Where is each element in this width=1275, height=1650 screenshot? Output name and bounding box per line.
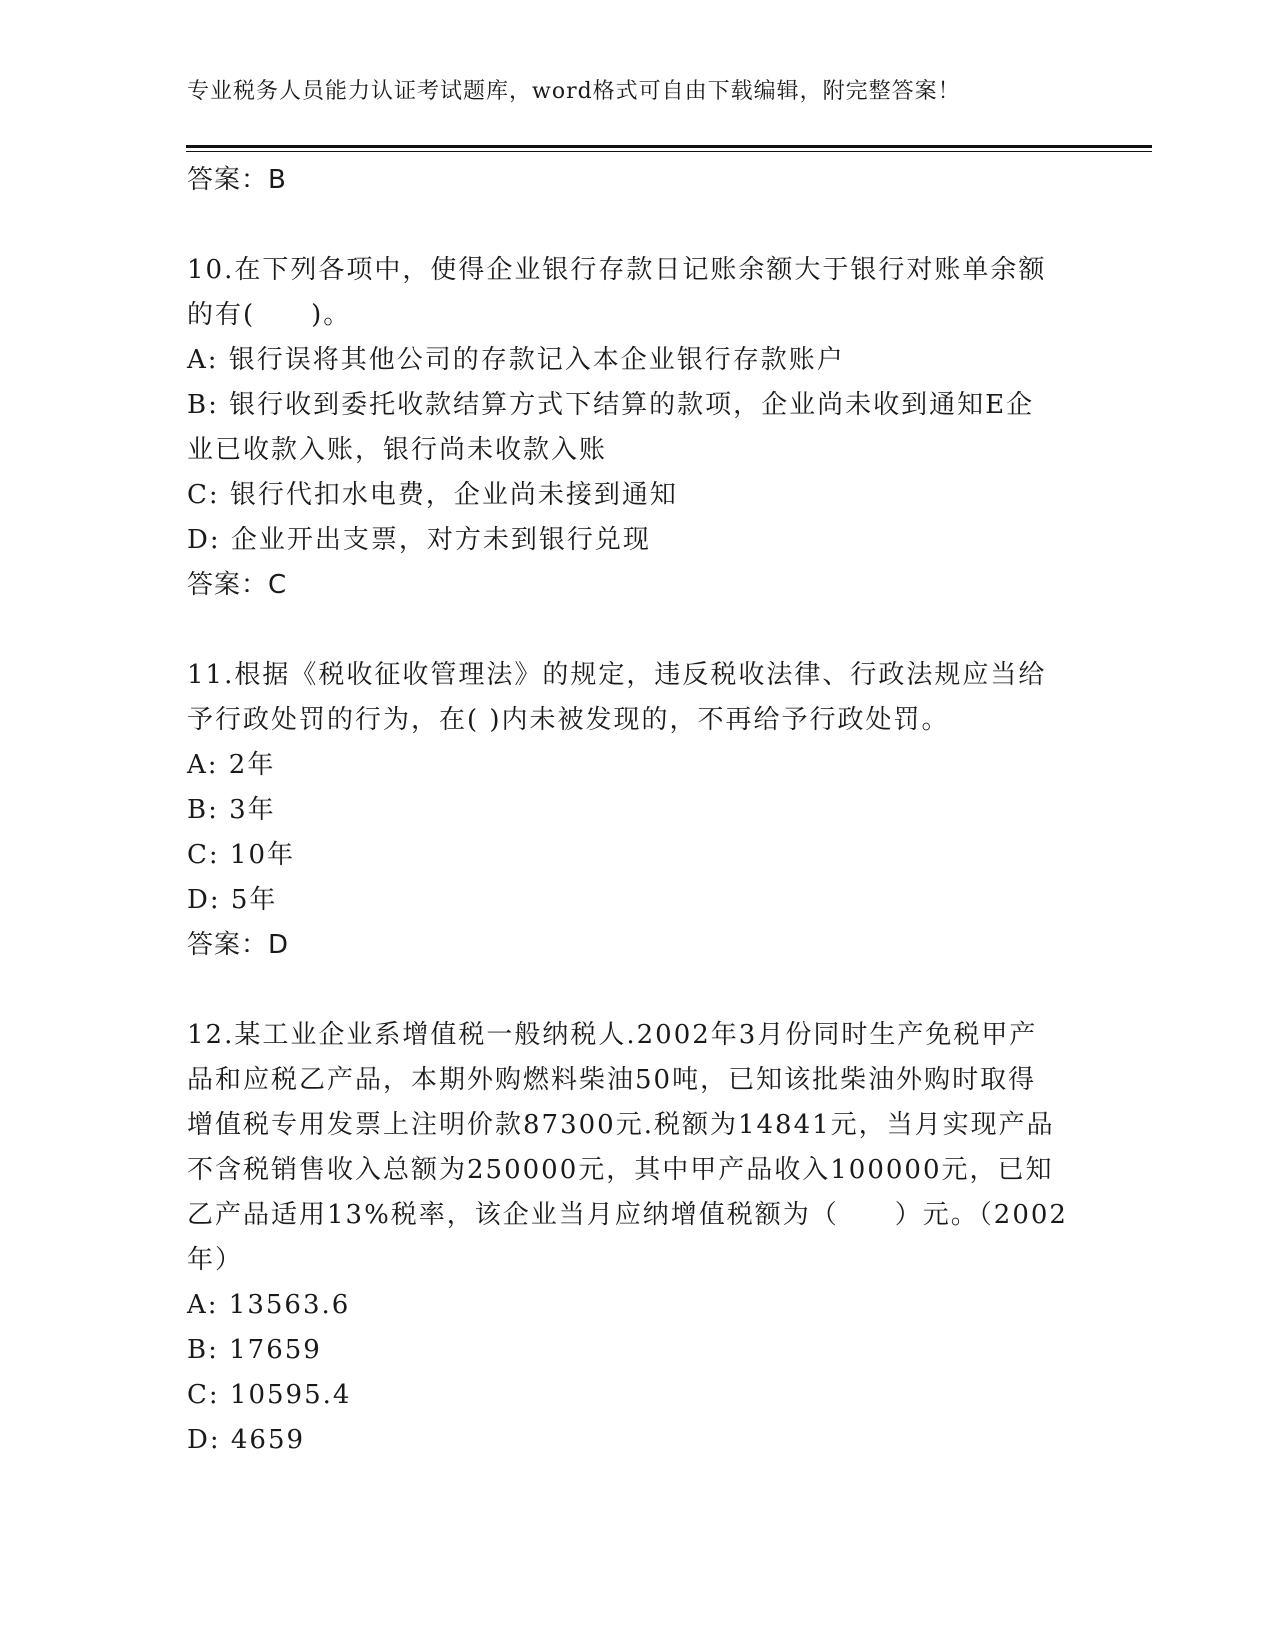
question-10-option-b: 业已收款入账，银行尚未收款入账 <box>187 435 608 465</box>
header-rule-thin <box>186 151 1152 152</box>
page-header: 专业税务人员能力认证考试题库，word格式可自由下载编辑，附完整答案！ <box>187 79 961 104</box>
answer-line: 答案：B <box>187 165 287 195</box>
question-10-option-c: C: 银行代扣水电费，企业尚未接到通知 <box>187 480 678 510</box>
question-11-option-d: D: 5年 <box>187 885 278 915</box>
question-10-option-a: A: 银行误将其他公司的存款记入本企业银行存款账户 <box>187 345 845 375</box>
question-12-option-a: A: 13563.6 <box>187 1290 351 1320</box>
question-11-option-a: A: 2年 <box>187 750 276 780</box>
question-11-stem: 11.根据《税收征收管理法》的规定，违反税收法律、行政法规应当给 <box>187 660 1047 690</box>
question-12-option-d: D: 4659 <box>187 1425 306 1455</box>
document-body <box>187 158 1087 1463</box>
spacer <box>187 203 1087 248</box>
question-10-stem: 10.在下列各项中，使得企业银行存款日记账余额大于银行对账单余额 <box>187 255 1047 285</box>
header-rule-thick <box>186 145 1152 148</box>
question-12-stem: 品和应税乙产品，本期外购燃料柴油50吨，已知该批柴油外购时取得 <box>187 1065 1037 1095</box>
question-11-stem: 予行政处罚的行为，在( )内未被发现的，不再给予行政处罚。 <box>187 705 950 735</box>
question-12-stem: 乙产品适用13%税率，该企业当月应纳增值税额为（ ）元。（2002 <box>187 1200 1068 1230</box>
question-12-stem: 不含税销售收入总额为250000元，其中甲产品收入100000元，已知 <box>187 1155 1054 1185</box>
spacer <box>187 608 1087 653</box>
question-11-option-b: B: 3年 <box>187 795 276 825</box>
question-11-answer: 答案：D <box>187 930 290 960</box>
question-10-stem: 的有( )。 <box>187 300 352 330</box>
question-10-answer: 答案：C <box>187 570 288 600</box>
spacer <box>187 968 1087 1013</box>
question-12-stem: 增值税专用发票上注明价款87300元.税额为14841元，当月实现产品 <box>187 1110 1055 1140</box>
question-12-option-c: C: 10595.4 <box>187 1380 352 1410</box>
question-12-stem: 12.某工业企业系增值税一般纳税人.2002年3月份同时生产免税甲产 <box>187 1020 1038 1050</box>
question-12-stem: 年） <box>187 1245 244 1275</box>
question-10-option-d: D: 企业开出支票，对方未到银行兑现 <box>187 525 651 555</box>
question-12-option-b: B: 17659 <box>187 1335 322 1365</box>
question-11-option-c: C: 10年 <box>187 840 296 870</box>
question-10-option-b: B: 银行收到委托收款结算方式下结算的款项，企业尚未收到通知E企 <box>187 390 1035 420</box>
